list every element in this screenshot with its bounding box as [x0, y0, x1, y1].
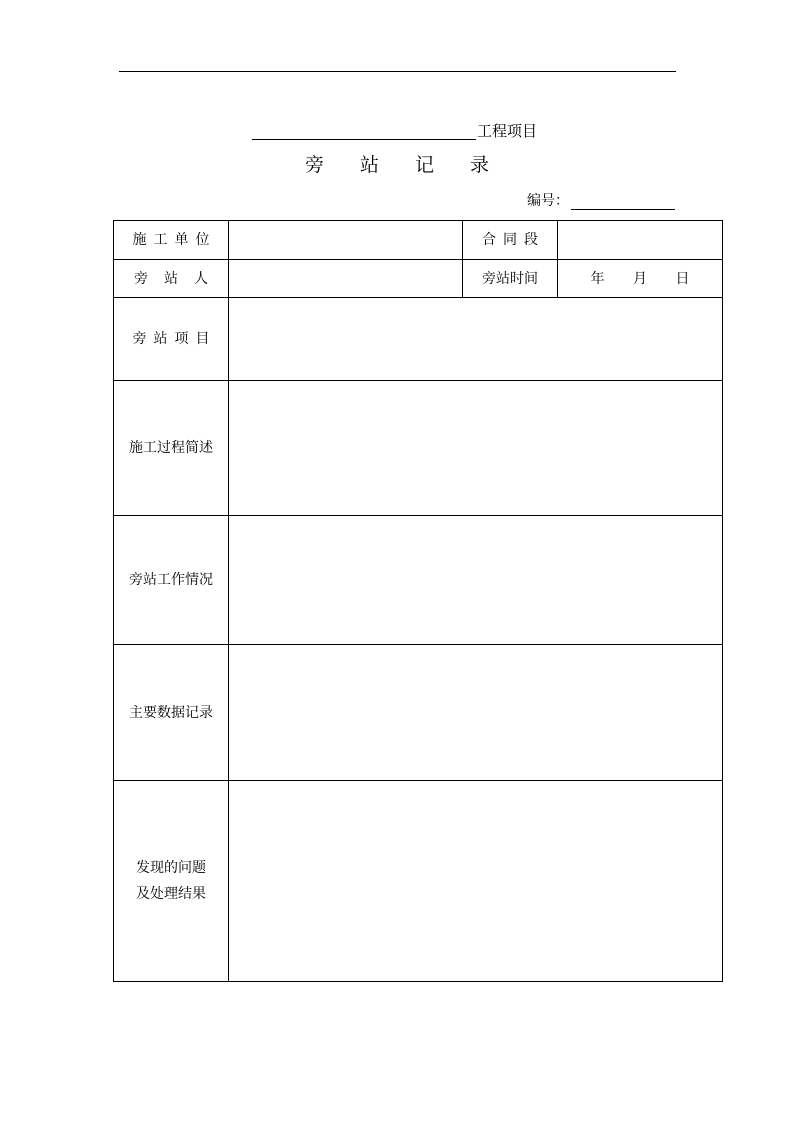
supervision-work-field[interactable]	[229, 516, 723, 645]
record-table	[113, 220, 723, 982]
supervisor-label: 旁站人	[114, 260, 229, 298]
date-month: 月	[633, 270, 647, 287]
project-suffix: 工程项目	[477, 122, 538, 140]
issues-label	[114, 781, 229, 982]
table-row	[114, 781, 723, 982]
construction-unit-label: 施工单位	[114, 221, 229, 260]
construction-unit-field[interactable]	[229, 221, 463, 260]
supervision-time-label: 旁站时间	[463, 260, 558, 298]
construction-process-label: 施工过程简述	[114, 381, 229, 516]
number-label: 编号：	[527, 193, 569, 209]
header-rule	[119, 71, 676, 72]
main-data-label: 主要数据记录	[114, 645, 229, 781]
table-row	[114, 516, 723, 645]
supervised-item-label: 旁站项目	[114, 298, 229, 381]
supervised-item-field[interactable]	[229, 298, 723, 381]
table-row	[114, 221, 723, 260]
table-row	[114, 645, 723, 781]
issues-field[interactable]	[229, 781, 723, 982]
issues-label-line1: 发现的问题	[136, 860, 206, 876]
supervision-work-label: 旁站工作情况	[114, 516, 229, 645]
number-line	[527, 190, 675, 210]
construction-process-field[interactable]	[229, 381, 723, 516]
contract-section-label: 合同段	[463, 221, 558, 260]
issues-label-line2: 及处理结果	[136, 886, 206, 902]
supervision-date-field[interactable]	[558, 260, 723, 298]
contract-section-field[interactable]	[558, 221, 723, 260]
document-title: 旁 站 记 录	[304, 154, 505, 176]
supervisor-field[interactable]	[229, 260, 463, 298]
main-data-field[interactable]	[229, 645, 723, 781]
number-field[interactable]	[571, 192, 675, 210]
date-year: 年	[590, 270, 605, 287]
project-name-line	[252, 120, 537, 140]
project-name-field[interactable]	[252, 121, 476, 140]
date-day: 日	[675, 270, 690, 287]
table-row	[114, 298, 723, 381]
table-row	[114, 381, 723, 516]
table-row	[114, 260, 723, 298]
